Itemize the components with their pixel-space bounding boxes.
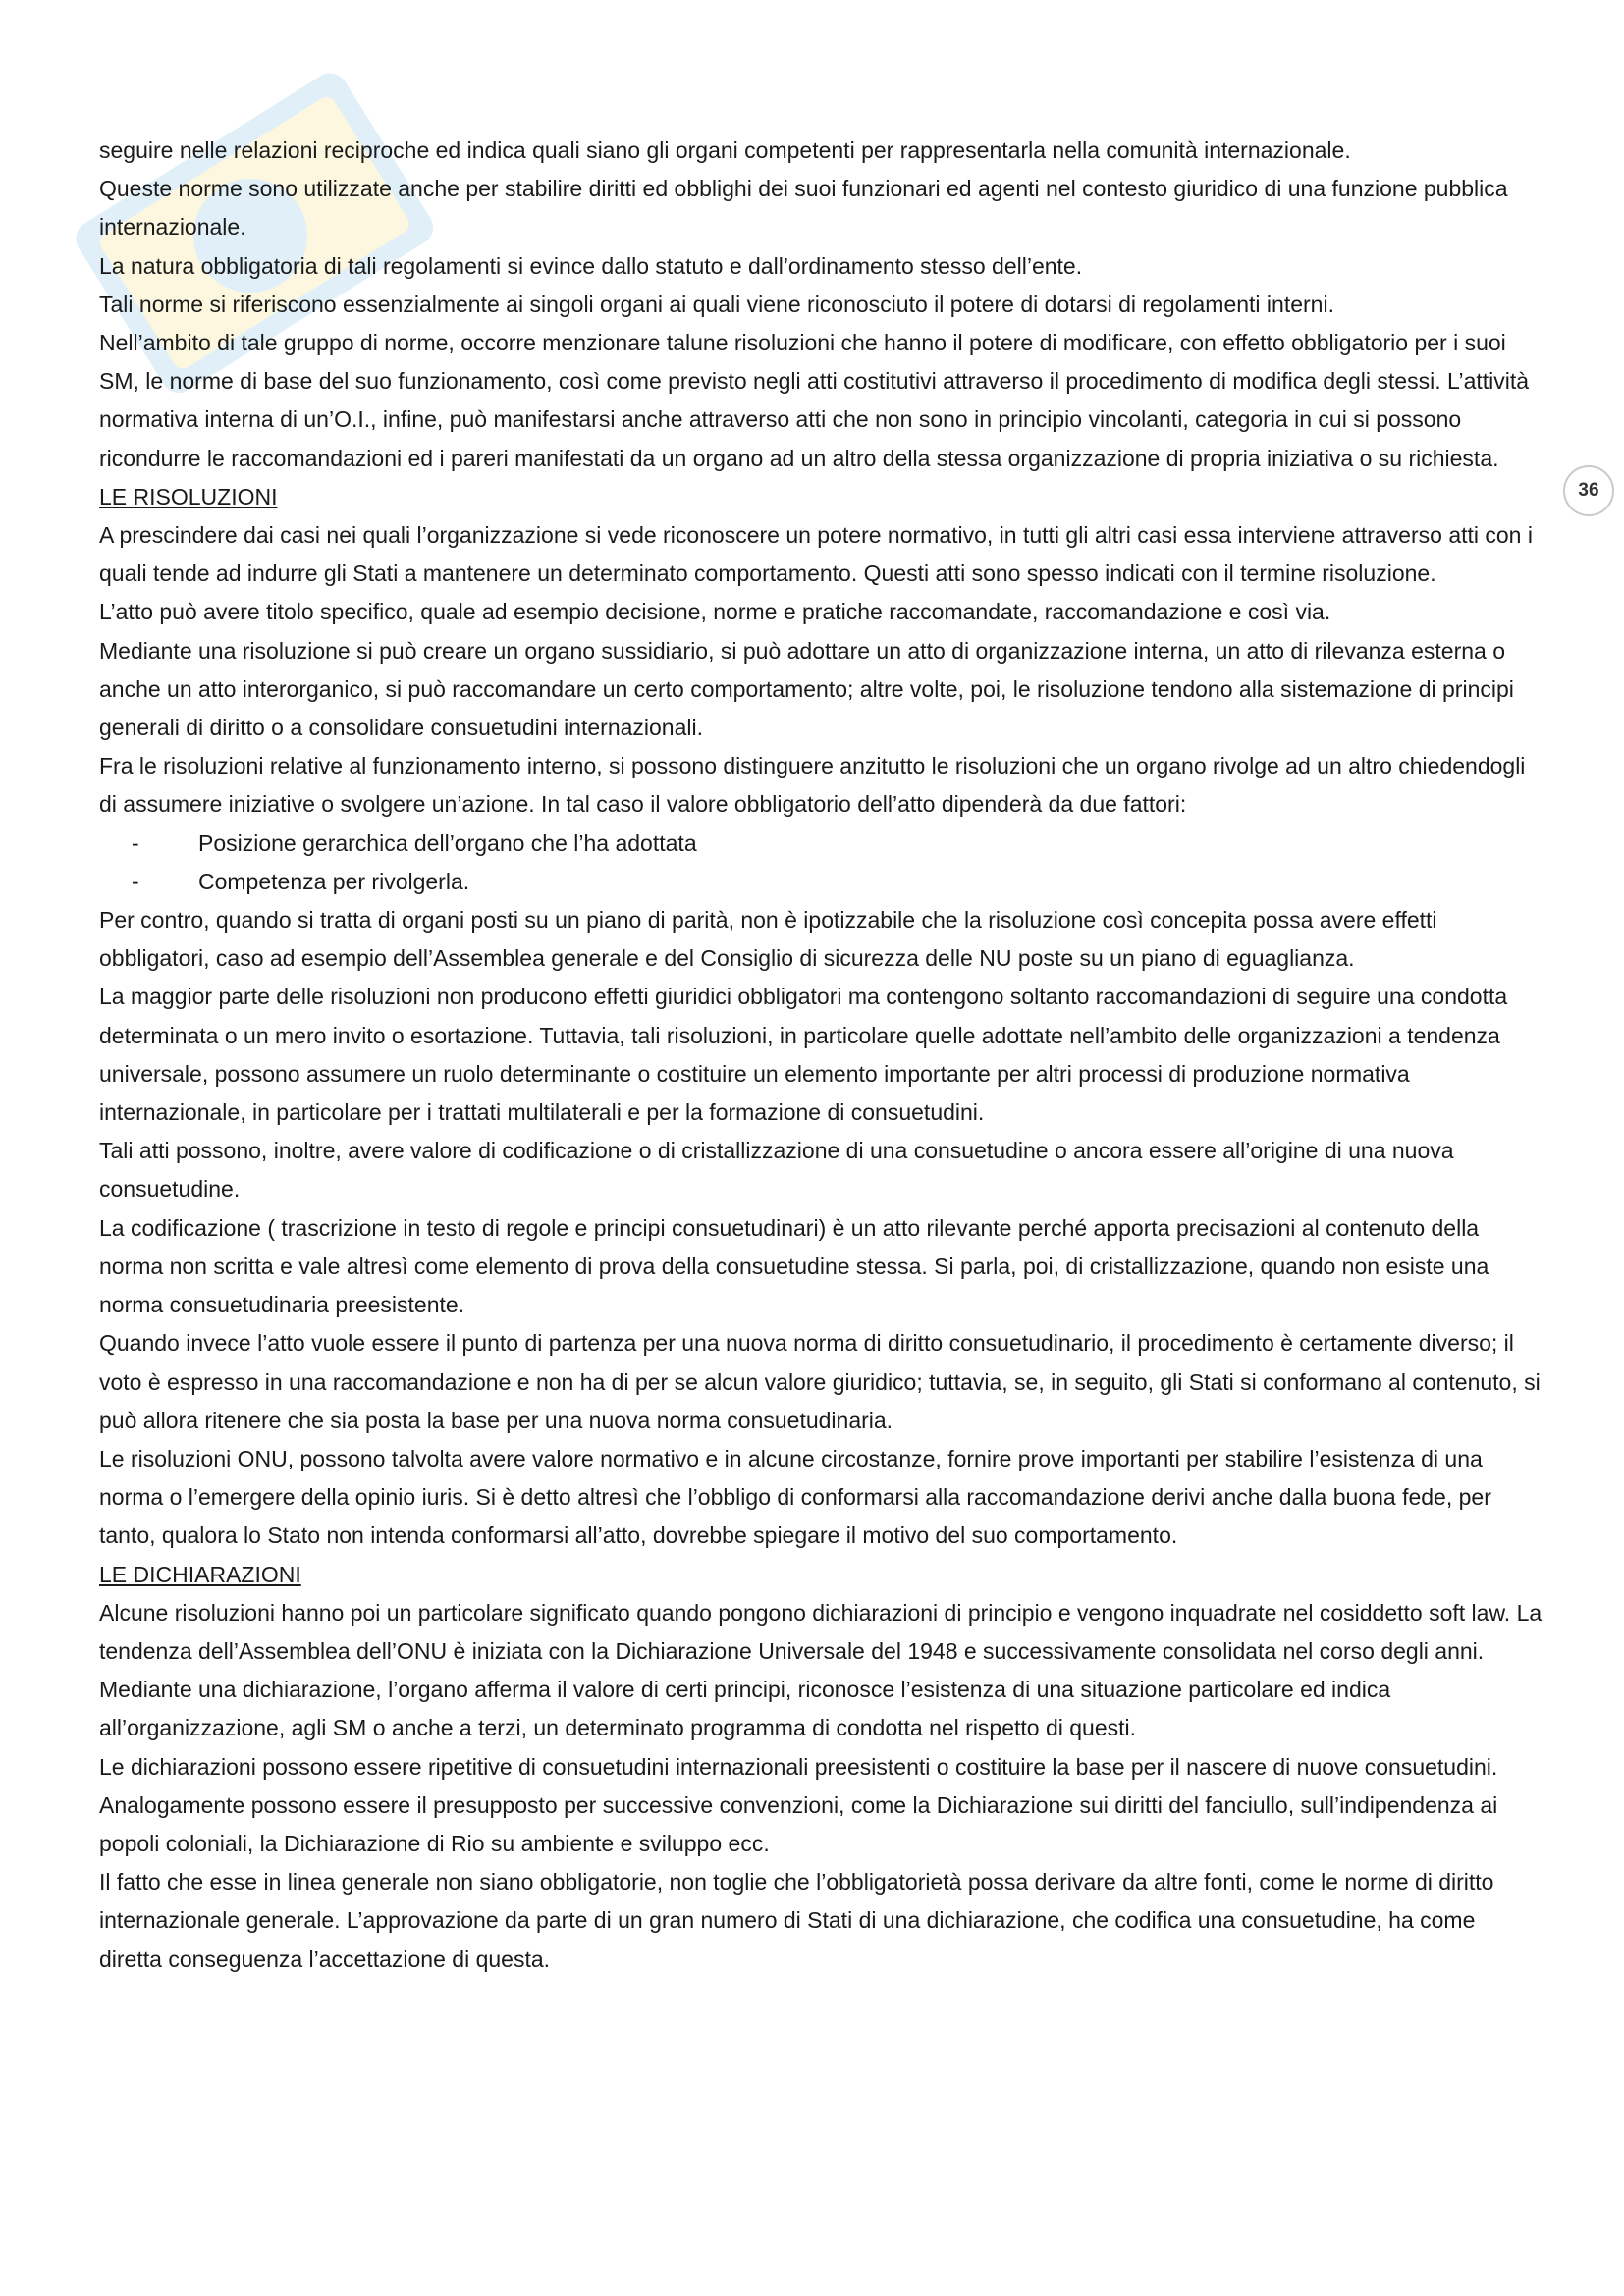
bullet-text: Competenza per rivolgerla. <box>198 868 470 894</box>
section-heading-dichiarazioni: LE DICHIARAZIONI <box>99 1561 301 1587</box>
paragraph: La codificazione ( trascrizione in testo di regole e principi consuetudinari) è un atto rilevante perché apporta precisazioni al contenuto della norma non scritta e vale altresì come elemento di prova della consuetudine stessa. Si parla, poi, di cristallizzazione, quando non esiste una norma consuetudinaria preesistente. <box>99 1214 1489 1318</box>
bullet-dash: - <box>132 829 139 856</box>
paragraph: Le dichiarazioni possono essere ripetitive di consuetudini internazionali preesistenti o costituire la base per il nascere di nuove consuetudini. Analogamente possono essere il presupposto per successive convenzioni, come la Dichiarazione sui diritti del fanciullo, sull’indipendenza ai popoli coloniali, la Dichiarazione di Rio su ambiente e sviluppo ecc. <box>99 1753 1498 1856</box>
paragraph: Il fatto che esse in linea generale non siano obbligatorie, non toglie che l’obbligatorietà possa derivare da altre fonti, come le norme di diritto internazionale generale. L’approvazione da parte di un gran numero di Stati di una dichiarazione, che codifica una consuetudine, ha come diretta conseguenza l’accettazione di questa. <box>99 1869 1494 1972</box>
paragraph: Queste norme sono utilizzate anche per stabilire diritti ed obblighi dei suoi funzionari ed agenti nel contesto giuridico di una funzione pubblica internazionale. <box>99 176 1508 240</box>
bullet-dash: - <box>132 868 139 894</box>
paragraph: Nell’ambito di tale gruppo di norme, occorre menzionare talune risoluzioni che hanno il potere di modificare, con effetto obbligatorio per i suoi SM, le norme di base del suo funzionamento, così come previsto negli atti costitutivi attraverso il procedimento di modifica degli stessi. L’attività normativa interna di un’O.I., infine, può manifestarsi anche attraverso atti che non sono in principio vincolanti, categoria in cui si possono ricondurre le raccomandazioni ed i pareri manifestati da un organo ad un altro della stessa organizzazione di propria iniziativa o su richiesta. <box>99 330 1530 471</box>
paragraph: Mediante una risoluzione si può creare un organo sussidiario, si può adottare un atto di organizzazione interna, un atto di rilevanza esterna o anche un atto interorganico, si può raccomandare un certo comportamento; altre volte, poi, le risoluzione tendono alla sistemazione di principi generali di diritto o a consolidare consuetudini internazionali. <box>99 637 1514 741</box>
bullet-item <box>99 825 1543 863</box>
paragraph: Fra le risoluzioni relative al funzionamento interno, si possono distinguere anzitutto le risoluzioni che un organo rivolge ad un altro chiedendogli di assumere iniziative o svolgere un’azione. In tal caso il valore obbligatorio dell’atto dipenderà da due fattori: <box>99 753 1526 818</box>
paragraph: La natura obbligatoria di tali regolamenti si evince dallo statuto e dall’ordinamento stesso dell’ente. <box>99 252 1083 279</box>
bullet-text: Posizione gerarchica dell’organo che l’ha adottata <box>198 829 697 856</box>
paragraph: L’atto può avere titolo specifico, quale ad esempio decisione, norme e pratiche raccomandate, raccomandazione e così via. <box>99 599 1331 625</box>
bullet-item <box>99 863 1543 901</box>
paragraph: Tali norme si riferiscono essenzialmente ai singoli organi ai quali viene riconosciuto il potere di dotarsi di regolamenti interni. <box>99 291 1334 317</box>
page-number-badge: 36 <box>1563 465 1614 516</box>
paragraph: A prescindere dai casi nei quali l’organizzazione si vede riconoscere un potere normativo, in tutti gli altri casi essa interviene attraverso atti con i quali tende ad indurre gli Stati a mantenere un determinato comportamento. Questi atti sono spesso indicati con il termine risoluzione. <box>99 522 1533 587</box>
paragraph: Per contro, quando si tratta di organi posti su un piano di parità, non è ipotizzabile che la risoluzione così concepita possa avere effetti obbligatori, caso ad esempio dell’Assemblea generale e del Consiglio di sicurezza delle NU poste su un piano di eguaglianza. <box>99 907 1437 972</box>
document-body <box>99 132 1543 1979</box>
paragraph: seguire nelle relazioni reciproche ed indica quali siano gli organi competenti per rappresentarla nella comunità internazionale. <box>99 137 1351 163</box>
paragraph: La maggior parte delle risoluzioni non producono effetti giuridici obbligatori ma contengono soltanto raccomandazioni di seguire una condotta determinata o un mero invito o esortazione. Tuttavia, tali risoluzioni, in particolare quelle adottate nell’ambito delle organizzazioni a tendenza universale, possono assumere un ruolo determinante o costituire un elemento importante per altri processi di produzione normativa internazionale, in particolare per i trattati multilaterali e per la formazione di consuetudini. <box>99 984 1508 1126</box>
paragraph: Alcune risoluzioni hanno poi un particolare significato quando pongono dichiarazioni di principio e vengono inquadrate nel cosiddetto soft law. La tendenza dell’Assemblea dell’ONU è iniziata con la Dichiarazione Universale del 1948 e successivamente consolidata nel corso degli anni. Mediante una dichiarazione, l’organo afferma il valore di certi principi, riconosce l’esistenza di una situazione particolare ed indica all’organizzazione, agli SM o anche a terzi, un determinato programma di condotta nel rispetto di questi. <box>99 1599 1543 1741</box>
section-heading-risoluzioni: LE RISOLUZIONI <box>99 483 278 509</box>
paragraph: Quando invece l’atto vuole essere il punto di partenza per una nuova norma di diritto consuetudinario, il procedimento è certamente diverso; il voto è espresso in una raccomandazione e non ha di per se alcun valore giuridico; tuttavia, se, in seguito, gli Stati si conformano al contenuto, si può allora ritenere che sia posta la base per una nuova norma consuetudinaria. <box>99 1330 1541 1433</box>
paragraph: Le risoluzioni ONU, possono talvolta avere valore normativo e in alcune circostanze, fornire prove importanti per stabilire l’esistenza di una norma o l’emergere della opinio iuris. Si è detto altresì che l’obbligo di conformarsi alla raccomandazione derivi anche dalla buona fede, per tanto, qualora lo Stato non intenda conformarsi all’atto, dovrebbe spiegare il motivo del suo comportamento. <box>99 1445 1491 1549</box>
paragraph: Tali atti possono, inoltre, avere valore di codificazione o di cristallizzazione di una consuetudine o ancora essere all’origine di una nuova consuetudine. <box>99 1138 1454 1202</box>
